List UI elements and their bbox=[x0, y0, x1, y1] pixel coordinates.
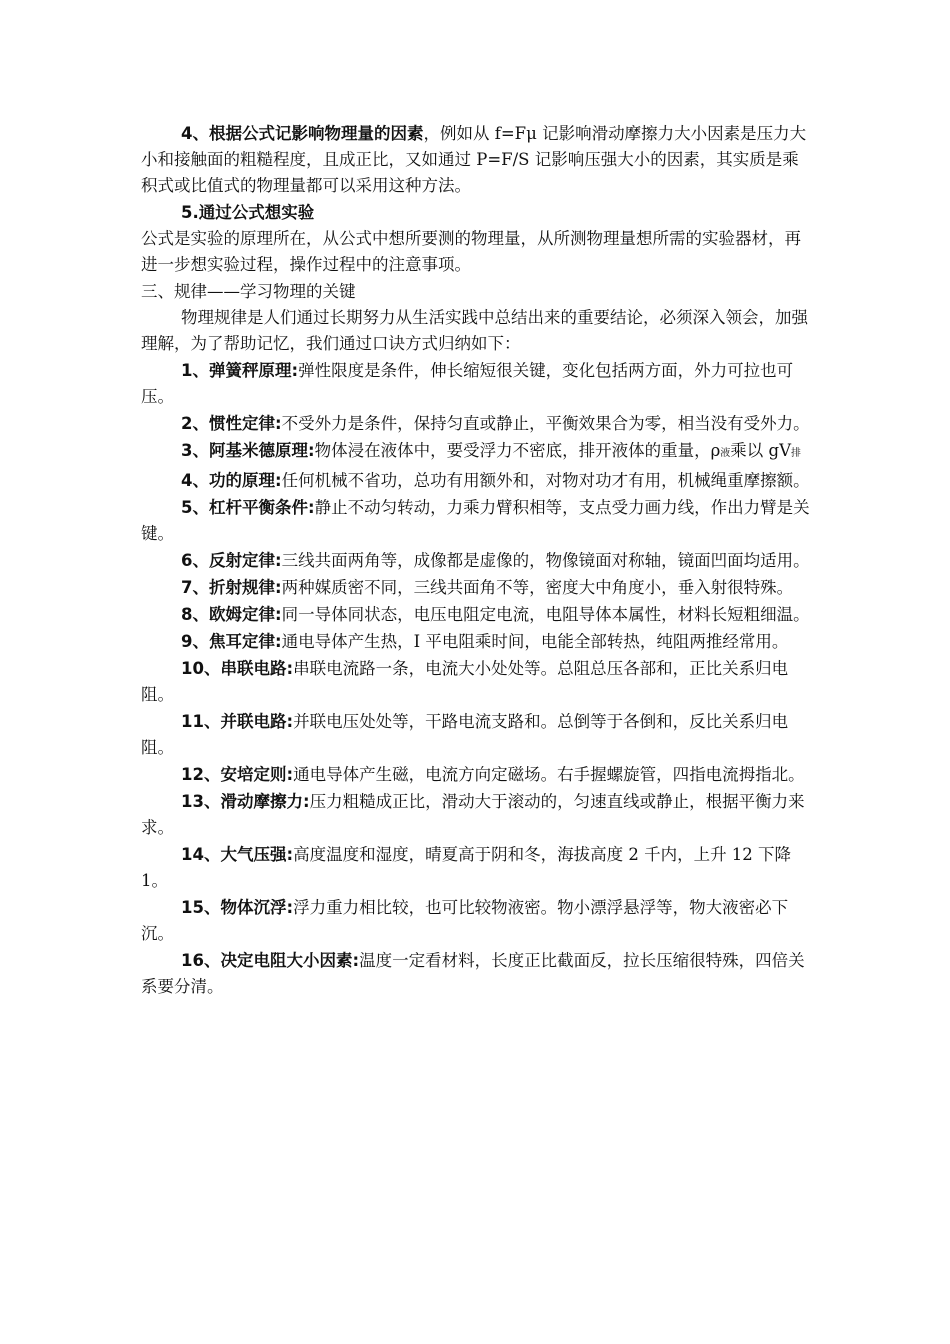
rule-title: 5、杠杆平衡条件 bbox=[181, 498, 308, 517]
rule-text: 三线共面两角等，成像都是虚像的，物像镜面对称轴，镜面凹面均适用。 bbox=[281, 551, 810, 570]
rule-text: 压力粗糙成正比，滑动大于滚动的，匀速直线或静止，根据平衡力来求。 bbox=[141, 792, 805, 837]
rule-colon: : bbox=[307, 498, 315, 517]
rule-title: 1、弹簧秤原理 bbox=[181, 361, 292, 380]
rule-text: 串联电流路一条，电流大小处处等。总阻总压各部和，正比关系归电阻。 bbox=[141, 659, 789, 704]
rule-title: 10、串联电路 bbox=[181, 659, 287, 678]
rule-title: 16、决定电阻大小因素 bbox=[181, 951, 353, 970]
rule-item bbox=[141, 762, 811, 788]
subheading-text: 5.通过公式想实验 bbox=[181, 203, 315, 222]
rule-text: 两种媒质密不同，三线共面角不等，密度大中角度小，垂入射很特殊。 bbox=[281, 578, 794, 597]
rule-title: 7、折射规律 bbox=[181, 578, 275, 597]
rule-colon: : bbox=[302, 792, 310, 811]
section-heading: 三、规律——学习物理的关键 bbox=[141, 282, 356, 301]
rule-title: 9、焦耳定律 bbox=[181, 632, 275, 651]
rule-title: 14、大气压强 bbox=[181, 845, 287, 864]
rule-title: 8、欧姆定律 bbox=[181, 605, 275, 624]
rule-text: 同一导体同状态，电压电阻定电流，电阻导体本属性，材料长短粗细温。 bbox=[281, 605, 810, 624]
rule-item bbox=[141, 948, 811, 1000]
rule-item bbox=[141, 358, 811, 410]
rule-title: 6、反射定律 bbox=[181, 551, 275, 570]
rule-colon: : bbox=[274, 632, 282, 651]
rule-colon: : bbox=[274, 414, 282, 433]
document-body bbox=[141, 121, 811, 1001]
rule-colon: : bbox=[352, 951, 360, 970]
rule-text: 通电导体产生磁，电流方向定磁场。右手握螺旋管，四指电流拇指北。 bbox=[293, 765, 805, 784]
rule-text: 温度一定看材料，长度正比截面反，拉长压缩很特殊，四倍关系要分清。 bbox=[141, 951, 805, 996]
rule-colon: : bbox=[286, 712, 294, 731]
rule-text: 通电导体产生热，I 平电阻乘时间，电能全部转热，纯阻两推经常用。 bbox=[281, 632, 789, 651]
rule-item bbox=[141, 656, 811, 708]
rule-item bbox=[141, 548, 811, 574]
rule-text: 物体浸在液体中，要受浮力不密底，排开液体的重量，ρ bbox=[314, 441, 721, 460]
paragraph-formula-factors bbox=[141, 121, 811, 199]
rule-text: 高度温度和湿度，晴夏高于阴和冬，海拔高度 2 千内，上升 12 下降 1。 bbox=[141, 845, 792, 890]
rule-text: 静止不动匀转动，力乘力臂积相等，支点受力画力线，作出力臂是关键。 bbox=[141, 498, 810, 543]
rule-title: 2、惯性定律 bbox=[181, 414, 275, 433]
rule-item bbox=[141, 709, 811, 761]
subheading-formula-experiment bbox=[141, 200, 811, 226]
rule-subscript: 液 bbox=[720, 448, 731, 459]
rule-text: 任何机械不省功，总功有用额外和，对物对功才有用，机械绳重摩擦额。 bbox=[281, 471, 810, 490]
rule-colon: : bbox=[286, 898, 294, 917]
rule-item bbox=[141, 895, 811, 947]
rule-colon: : bbox=[291, 361, 299, 380]
rule-item bbox=[141, 842, 811, 894]
rule-item bbox=[141, 575, 811, 601]
rule-title: 4、功的原理 bbox=[181, 471, 275, 490]
rule-colon: : bbox=[286, 659, 294, 678]
rule-colon: : bbox=[274, 551, 282, 570]
rule-colon: : bbox=[286, 765, 294, 784]
rule-title: 3、阿基米德原理 bbox=[181, 441, 308, 460]
rule-title: 12、安培定则 bbox=[181, 765, 287, 784]
section-intro: 物理规律是人们通过长期努力从生活实践中总结出来的重要结论，必须深入领会，加强理解，为了帮助记忆，我们通过口诀方式归纳如下： bbox=[141, 308, 808, 353]
rule-colon: : bbox=[274, 578, 282, 597]
rule-text: 不受外力是条件，保持匀直或静止，平衡效果合为零，相当没有受外力。 bbox=[281, 414, 810, 433]
rule-item bbox=[141, 789, 811, 841]
rule-colon: : bbox=[286, 845, 294, 864]
rule-subscript: 排 bbox=[791, 448, 802, 459]
rule-colon: : bbox=[274, 605, 282, 624]
rule-colon: : bbox=[274, 471, 282, 490]
rule-colon: : bbox=[307, 441, 315, 460]
rule-item bbox=[141, 438, 811, 467]
rule-text-continued: 乘以 gV bbox=[730, 441, 792, 460]
paragraph-formula-experiment: 公式是实验的原理所在，从公式中想所要测的物理量，从所测物理量想所需的实验器材，再进一步想实验过程，操作过程中的注意事项。 bbox=[141, 229, 801, 274]
rules-list bbox=[141, 358, 811, 1000]
rule-title: 15、物体沉浮 bbox=[181, 898, 287, 917]
rule-title: 13、滑动摩擦力 bbox=[181, 792, 303, 811]
rule-item bbox=[141, 468, 811, 494]
paragraph-text: ，例如从 f=Fμ 记影响滑动摩擦力大小因素是压力大小和接触面的粗糙程度，且成正比，又如通过 P=F/S 记影响压强大小的因素，其实质是乘积式或比值式的物理量都可以采用这种方法。 bbox=[141, 124, 807, 195]
rule-text: 浮力重力相比较，也可比较物液密。物小漂浮悬浮等，物大液密必下沉。 bbox=[141, 898, 789, 943]
rule-item bbox=[141, 495, 811, 547]
rule-title: 11、并联电路 bbox=[181, 712, 287, 731]
rule-item bbox=[141, 411, 811, 437]
rule-text: 弹性限度是条件，伸长缩短很关键，变化包括两方面，外力可拉也可压。 bbox=[141, 361, 794, 406]
rule-item bbox=[141, 629, 811, 655]
rule-item bbox=[141, 602, 811, 628]
paragraph-title: 4、根据公式记影响物理量的因素 bbox=[181, 124, 424, 143]
rule-text: 并联电压处处等，干路电流支路和。总倒等于各倒和，反比关系归电阻。 bbox=[141, 712, 789, 757]
